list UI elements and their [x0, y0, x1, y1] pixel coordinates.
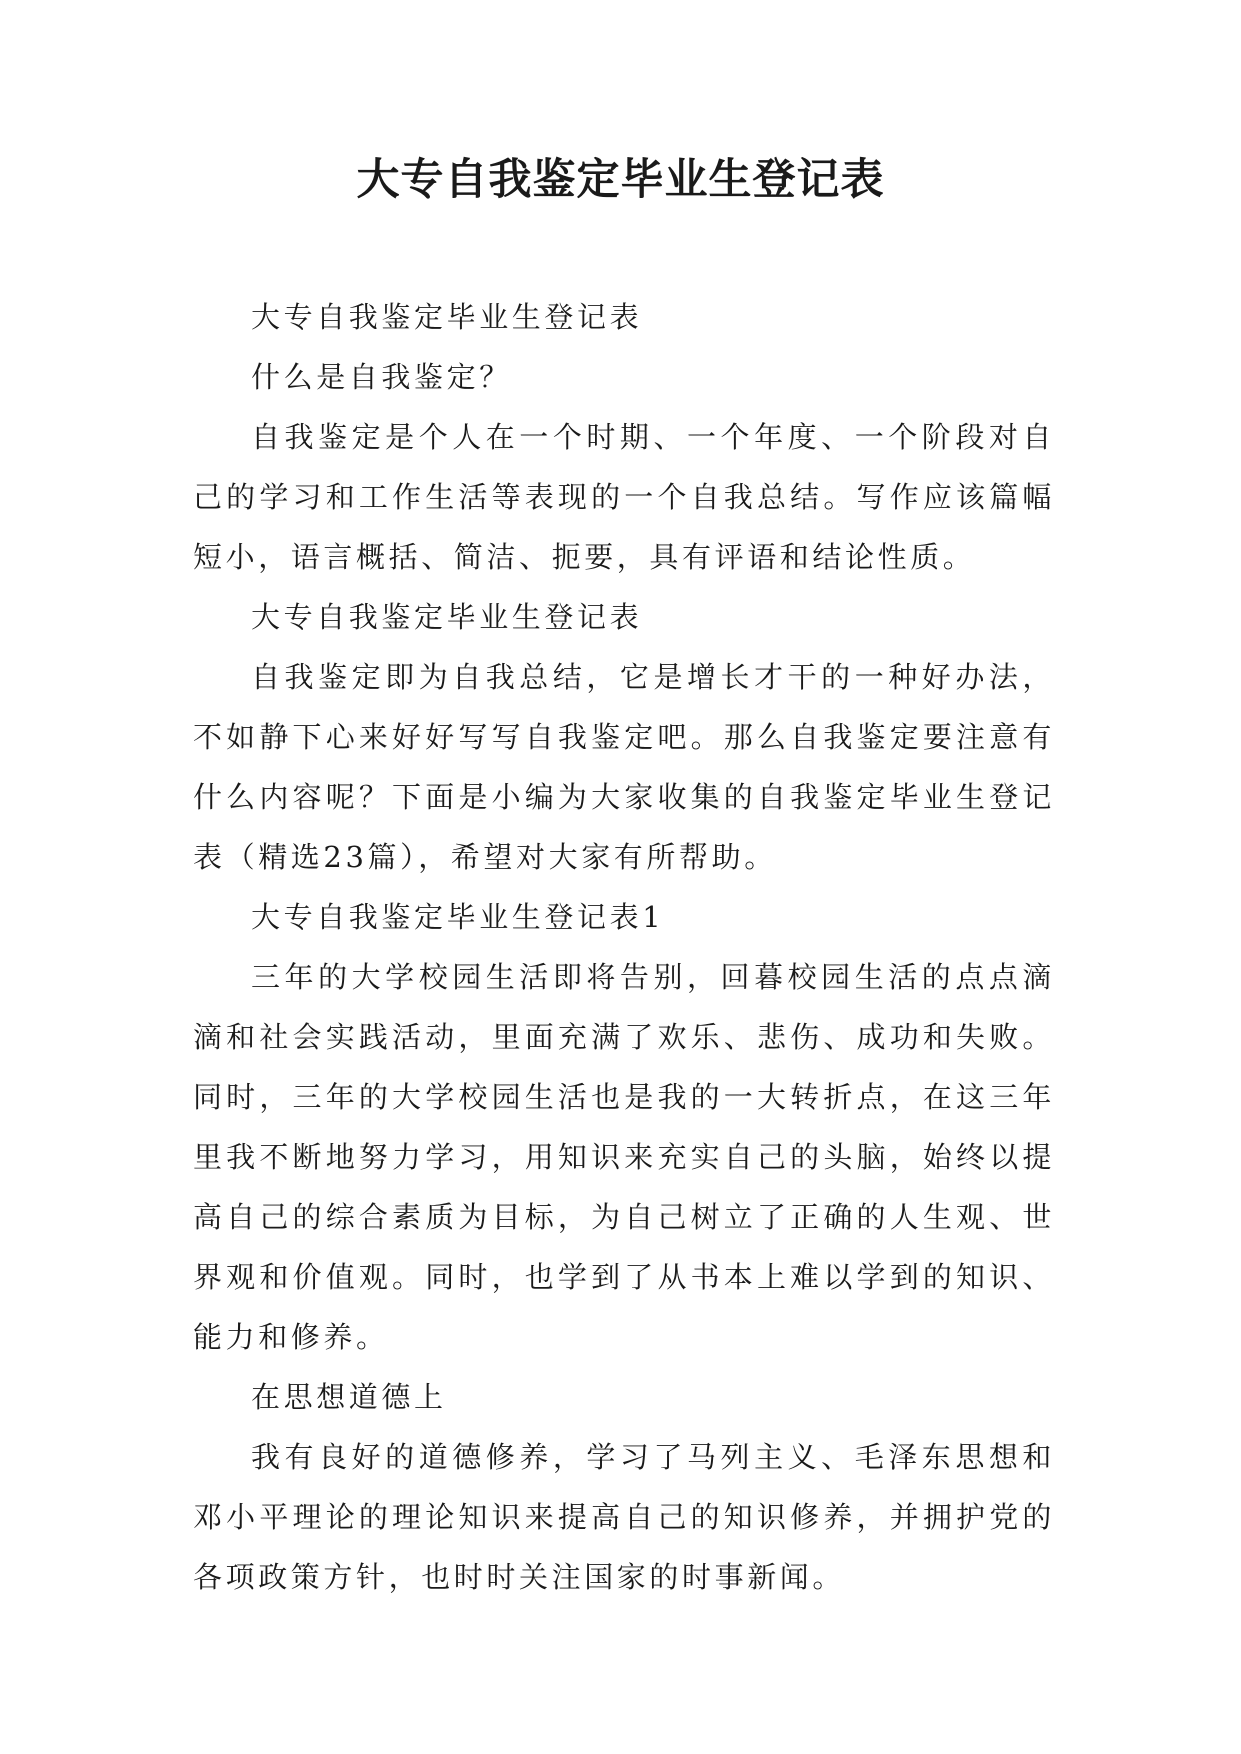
paragraph-definition: 自我鉴定是个人在一个时期、一个年度、一个阶段对自己的学习和工作生活等表现的一个自我总结。写作应该篇幅短小，语言概括、简洁、扼要，具有评语和结论性质。	[193, 420, 1055, 574]
paragraph-intro: 自我鉴定即为自我总结，它是增长才干的一种好办法，不如静下心来好好写写自我鉴定吧。那么自我鉴定要注意有什么内容呢？下面是小编为大家收集的自我鉴定毕业生登记表（精选23篇），希望对大家有所帮助。	[193, 660, 1055, 874]
paragraph-question: 什么是自我鉴定？	[251, 360, 512, 394]
paragraph-heading: 大专自我鉴定毕业生登记表	[251, 300, 643, 334]
paragraph-heading: 大专自我鉴定毕业生登记表	[251, 600, 643, 634]
paragraph-body: 我有良好的道德修养，学习了马列主义、毛泽东思想和邓小平理论的理论知识来提高自己的知识修养，并拥护党的各项政策方针，也时时关注国家的时事新闻。	[193, 1440, 1055, 1594]
paragraph-subheading: 在思想道德上	[251, 1380, 447, 1414]
document-title: 大专自我鉴定毕业生登记表	[356, 155, 885, 205]
document-body	[193, 287, 1055, 1607]
paragraph-body: 三年的大学校园生活即将告别，回暮校园生活的点点滴滴和社会实践活动，里面充满了欢乐、悲伤、成功和失败。同时，三年的大学校园生活也是我的一大转折点，在这三年里我不断地努力学习，用知识来充实自己的头脑，始终以提高自己的综合素质为目标，为自己树立了正确的人生观、世界观和价值观。同时，也学到了从书本上难以学到的知识、能力和修养。	[193, 960, 1055, 1354]
paragraph-section-title: 大专自我鉴定毕业生登记表1	[251, 900, 665, 934]
